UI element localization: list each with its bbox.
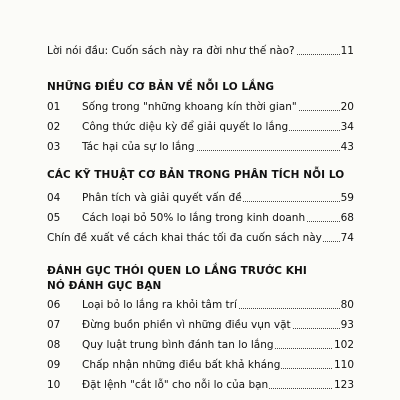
entry-page: 59 bbox=[340, 189, 354, 207]
toc-entry[interactable] bbox=[0, 98, 400, 116]
entry-page: 43 bbox=[340, 138, 354, 156]
entry-number: 09 bbox=[47, 359, 61, 371]
entry-number: 08 bbox=[47, 339, 61, 351]
entry-page: 123 bbox=[333, 376, 354, 394]
entry-number: 04 bbox=[47, 192, 61, 204]
section-heading-line1: ĐÁNH GỤC THÓI QUEN LO LẮNG TRƯỚC KHI bbox=[47, 265, 307, 277]
entry-number: 05 bbox=[47, 212, 61, 224]
section-heading: NHỮNG ĐIỀU CƠ BẢN VỀ NỖI LO LẮNG bbox=[47, 81, 275, 93]
entry-number: 06 bbox=[47, 299, 61, 311]
toc-entry[interactable] bbox=[0, 316, 400, 334]
entry-number: 01 bbox=[47, 101, 61, 113]
toc-entry[interactable] bbox=[0, 376, 400, 394]
entry-number: 07 bbox=[47, 319, 61, 331]
entry-title: Loại bỏ lo lắng ra khỏi tâm trí bbox=[82, 296, 238, 314]
section-heading-line2: NÓ ĐÁNH GỤC BẠN bbox=[47, 280, 162, 292]
entry-title: Chấp nhận những điều bất khả kháng bbox=[82, 356, 281, 374]
entry-page: 68 bbox=[340, 209, 354, 227]
entry-title: Lời nói đầu: Cuốn sách này ra đời như thế nào? bbox=[47, 42, 296, 60]
entry-page: 93 bbox=[340, 316, 354, 334]
entry-title: Tác hại của sự lo lắng bbox=[82, 138, 196, 156]
toc-entry[interactable] bbox=[0, 296, 400, 314]
toc-entry-intro[interactable] bbox=[0, 42, 400, 60]
entry-page: 102 bbox=[333, 336, 354, 354]
entry-page: 20 bbox=[340, 98, 354, 116]
entry-title: Công thức diệu kỳ để giải quyết lo lắng bbox=[82, 118, 289, 136]
entry-number: 03 bbox=[47, 141, 61, 153]
entry-number: 02 bbox=[47, 121, 61, 133]
toc-entry-extra[interactable] bbox=[0, 229, 400, 247]
section-heading: CÁC KỸ THUẬT CƠ BẢN TRONG PHÂN TÍCH NỖI LO bbox=[47, 169, 345, 181]
entry-number: 10 bbox=[47, 379, 61, 391]
entry-title: Đừng buồn phiền vì những điều vụn vặt bbox=[82, 316, 292, 334]
toc-entry[interactable] bbox=[0, 336, 400, 354]
entry-title: Phân tích và giải quyết vấn đề bbox=[82, 189, 243, 207]
toc-entry[interactable] bbox=[0, 356, 400, 374]
entry-page: 74 bbox=[340, 229, 354, 247]
entry-title: Cách loại bỏ 50% lo lắng trong kinh doanh bbox=[82, 209, 306, 227]
toc-entry[interactable] bbox=[0, 118, 400, 136]
entry-title: Sống trong "những khoang kín thời gian" bbox=[82, 98, 298, 116]
entry-page: 34 bbox=[340, 118, 354, 136]
entry-page: 80 bbox=[340, 296, 354, 314]
entry-title: Quy luật trung bình đánh tan lo lắng bbox=[82, 336, 275, 354]
entry-title: Chín đề xuất về cách khai thác tối đa cuốn sách này bbox=[47, 229, 323, 247]
toc-entry[interactable] bbox=[0, 209, 400, 227]
entry-page: 11 bbox=[340, 42, 354, 60]
entry-title: Đặt lệnh "cắt lỗ" cho nỗi lo của bạn bbox=[82, 376, 269, 394]
entry-page: 110 bbox=[333, 356, 354, 374]
toc-entry[interactable] bbox=[0, 189, 400, 207]
toc-entry[interactable] bbox=[0, 138, 400, 156]
